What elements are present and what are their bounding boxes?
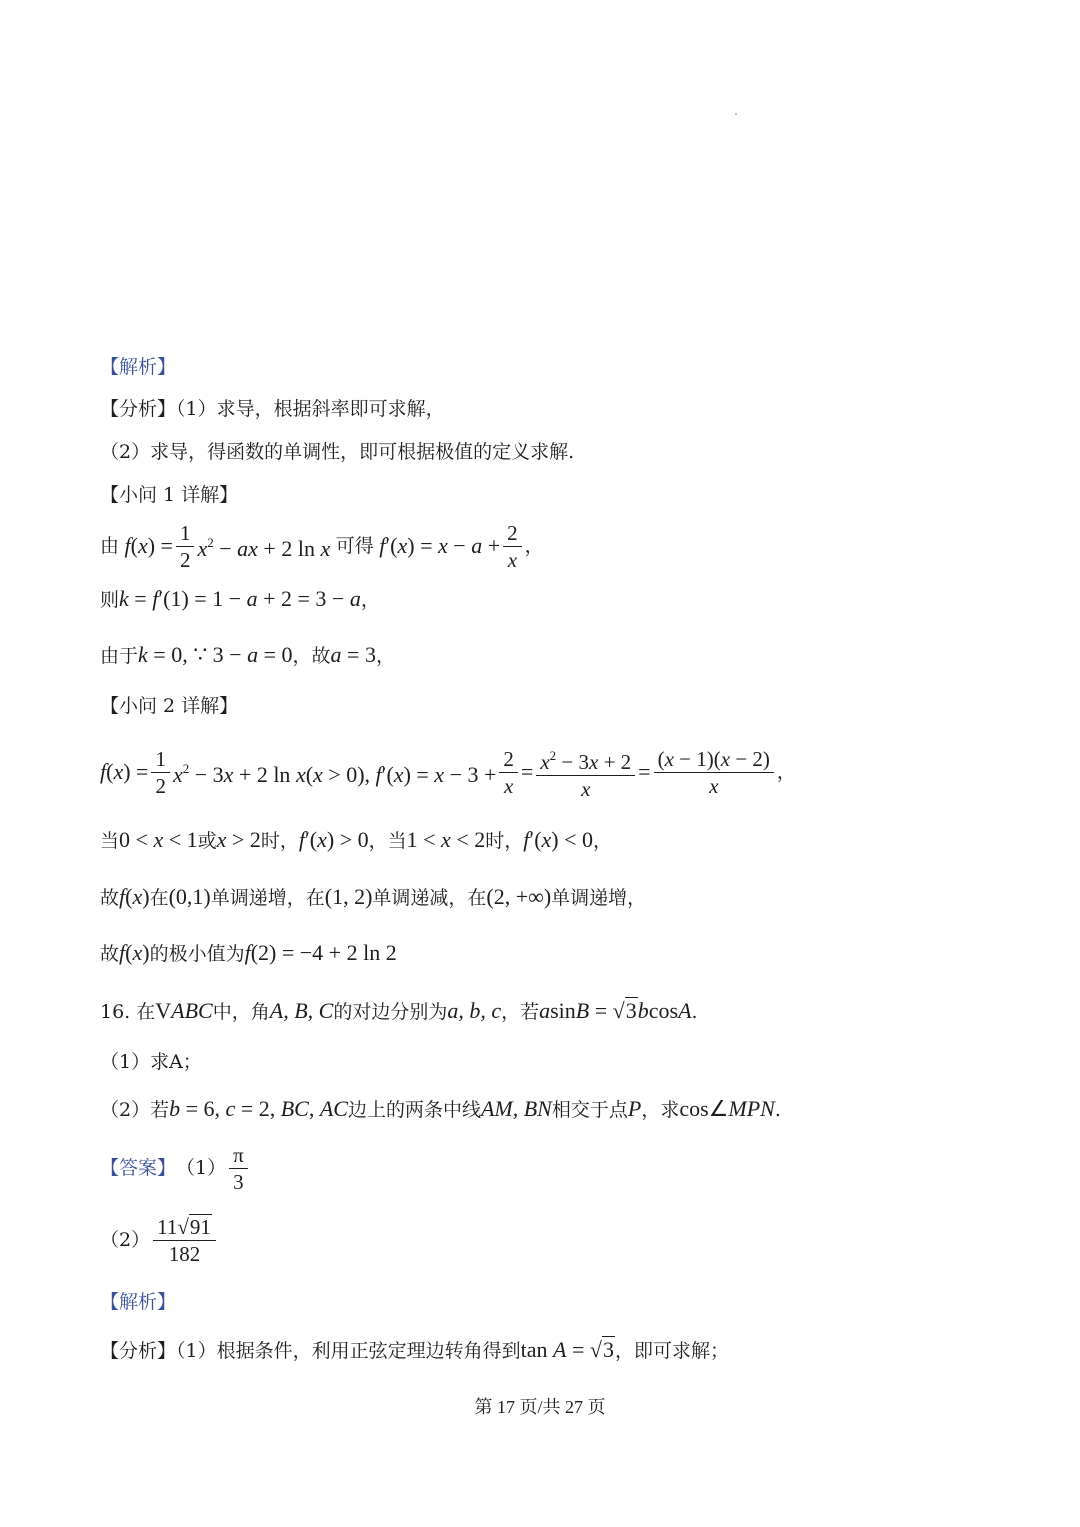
text-gu: 故 (100, 887, 120, 909)
denominator-3: 3 (233, 1169, 244, 1194)
equals: = (638, 759, 651, 784)
q1-l1-mid: 可得 (335, 535, 374, 557)
text-zai: 在 (136, 1001, 156, 1023)
given-values: b = 6, c = 2, BC, AC (169, 1096, 348, 1121)
q1-result-line (100, 643, 395, 668)
formula-fx-2: f(x) (119, 940, 150, 965)
fraction-half: $\frac{1}{2}$ (176, 521, 195, 572)
text-shi: 时， (260, 830, 299, 852)
q1-l3-pre: 由于 (100, 645, 139, 667)
answer-part2 (100, 1212, 219, 1268)
comma: ， (776, 761, 796, 783)
text-huo: 或 (197, 830, 217, 852)
condition-formula: asinB = √3bcosA (539, 998, 692, 1023)
answer-part1 (100, 1143, 251, 1193)
scan-speck (735, 113, 737, 115)
formula-a3: a = 3 (330, 642, 376, 667)
fraction-2-over-x: $\frac{2}{x}$ (503, 521, 522, 572)
problem-16-statement (100, 999, 698, 1024)
formula-k: k = f′(1) = 1 − a + 2 = 3 − a (119, 586, 361, 611)
answer-1-fraction (229, 1143, 248, 1194)
answer-label: 【答案】 (100, 1157, 177, 1179)
medians-am-bn: AM, BN (480, 1096, 552, 1121)
formula-f: f(x) = (124, 533, 173, 558)
period: . (691, 1001, 698, 1023)
sides-abc: a, b, c (447, 998, 502, 1023)
fraction-2-over-x-2: $\frac{2}{x}$ (499, 747, 518, 798)
q2-minimum-line (100, 941, 397, 966)
text-intersect: 相交于点 (551, 1099, 628, 1121)
formula-fx: f(x) (119, 884, 150, 909)
section-heading-jiexi-2 (100, 1290, 176, 1314)
pi-numerator: π (229, 1143, 248, 1169)
text-medians: 边上的两条中线 (347, 1099, 481, 1121)
tan-formula: tan A = √3 (520, 1337, 614, 1362)
text-dang-2: ，当 (368, 830, 407, 852)
problem-16-part2 (100, 1097, 781, 1122)
analysis-16-text-b: ，即可求解； (614, 1340, 729, 1362)
q1-heading-text: 【小问 1 详解】 (100, 484, 239, 506)
text-decreasing: 单调递减，在 (372, 887, 487, 909)
q2-detail-heading (100, 694, 238, 718)
interval-cond-2: x > 2 (216, 827, 261, 852)
fraction-quadratic: $\frac{x^2 - 3x + 2}{x}$ (536, 744, 635, 801)
q1-l1-pre: 由 (100, 535, 120, 557)
q1-l2-pre: 则 (100, 589, 120, 611)
text-angles: 中，角 (212, 1001, 270, 1023)
formula-fprime: f′(x) = x − a + (379, 533, 501, 558)
formula-f2: f(x) = (100, 759, 149, 784)
analysis-label-2: 【分析】 (100, 1340, 177, 1362)
q2-derivative-line (100, 744, 796, 800)
page-footer: 第 17 页/共 27 页 (474, 1397, 606, 1417)
text-find: ，求 (641, 1099, 680, 1121)
q1-l3-mid: ，故 (292, 645, 331, 667)
analysis-line-2 (100, 440, 574, 464)
comma: ， (360, 589, 380, 611)
fprime-positive: f′(x) > 0 (298, 827, 369, 852)
q1-l3-end: ， (375, 645, 395, 667)
comma: ， (524, 535, 544, 557)
formula-k0: k = 0, ∵ 3 − a = 0 (138, 642, 293, 667)
triangle-abc: VABC (155, 998, 213, 1023)
heading-text-2: 【解析】 (100, 1291, 177, 1313)
interval-0-1: (0,1) (168, 884, 211, 909)
text-dang: 当 (100, 830, 120, 852)
period: . (774, 1099, 781, 1121)
analysis-text-1: （1）求导，根据斜率即可求解， (176, 398, 445, 420)
analysis-label: 【分析】 (100, 398, 177, 420)
cos-mpn: cos∠MPN (679, 1096, 775, 1121)
q2-monotonic-line (100, 885, 646, 910)
text-zai: 在 (149, 887, 169, 909)
heading-text: 【解析】 (100, 356, 177, 378)
equals: = (520, 759, 534, 784)
formula-f2-rest: $x^2 - 3x + 2$ ln x(x > 0), f′(x) = x − 3 + (172, 761, 497, 787)
answer-2-label: （2） (100, 1229, 151, 1251)
problem-16-part1 (100, 1050, 202, 1074)
answer-1-label: （1） (176, 1157, 227, 1179)
point-p: P (627, 1096, 642, 1121)
analysis-16-line (100, 1338, 729, 1363)
radicand-91: 91 (189, 1214, 211, 1239)
section-heading-jiexi (100, 355, 176, 379)
fraction-factored: $\frac{(x - 1)(x - 2)}{x}$ (654, 747, 774, 798)
problem-number: 16. (100, 1001, 131, 1023)
q2-sign-line (100, 828, 612, 853)
text-min-value: 的极小值为 (149, 943, 245, 965)
comma: ， (593, 830, 613, 852)
text-opposite-sides: 的对边分别为 (333, 1001, 448, 1023)
q1-detail-heading (100, 483, 238, 507)
q2-heading-text: 【小问 2 详解】 (100, 695, 239, 717)
formula-f2-value: f(2) = −4 + 2 ln 2 (244, 940, 397, 965)
text-increasing-2: 单调递增， (551, 887, 647, 909)
text-shi-2: 时， (485, 830, 524, 852)
text-if: ，若 (501, 1001, 540, 1023)
q1-slope-line (100, 587, 380, 612)
coef-11: 11 (157, 1214, 178, 1239)
answer-2-fraction: $\frac{11√91}{182}$ (153, 1215, 216, 1266)
part1-text: （1）求A； (100, 1051, 202, 1073)
interval-cond-3: 1 < x < 2 (406, 827, 486, 852)
angles-abc: A, B, C (269, 998, 334, 1023)
text-increasing: 单调递增，在 (210, 887, 325, 909)
interval-cond-1: 0 < x < 1 (119, 827, 198, 852)
fraction-half-2: $\frac{1}{2}$ (151, 747, 170, 798)
analysis-16-text-a: （1）根据条件，利用正弦定理边转角得到 (176, 1340, 521, 1362)
interval-2-inf: (2, +∞) (486, 884, 552, 909)
analysis-text-2: （2）求导，得函数的单调性，即可根据极值的定义求解. (100, 441, 575, 463)
fprime-negative: f′(x) < 0 (523, 827, 594, 852)
denominator-182: 182 (168, 1241, 201, 1266)
interval-1-2: (1, 2) (324, 884, 373, 909)
analysis-line-1 (100, 397, 445, 421)
formula-f-rest: $x^2$ − ax + 2 ln x (197, 535, 331, 561)
text-if-2: （2）若 (100, 1099, 170, 1121)
q1-derivative-line (100, 520, 544, 572)
text-gu-2: 故 (100, 943, 120, 965)
